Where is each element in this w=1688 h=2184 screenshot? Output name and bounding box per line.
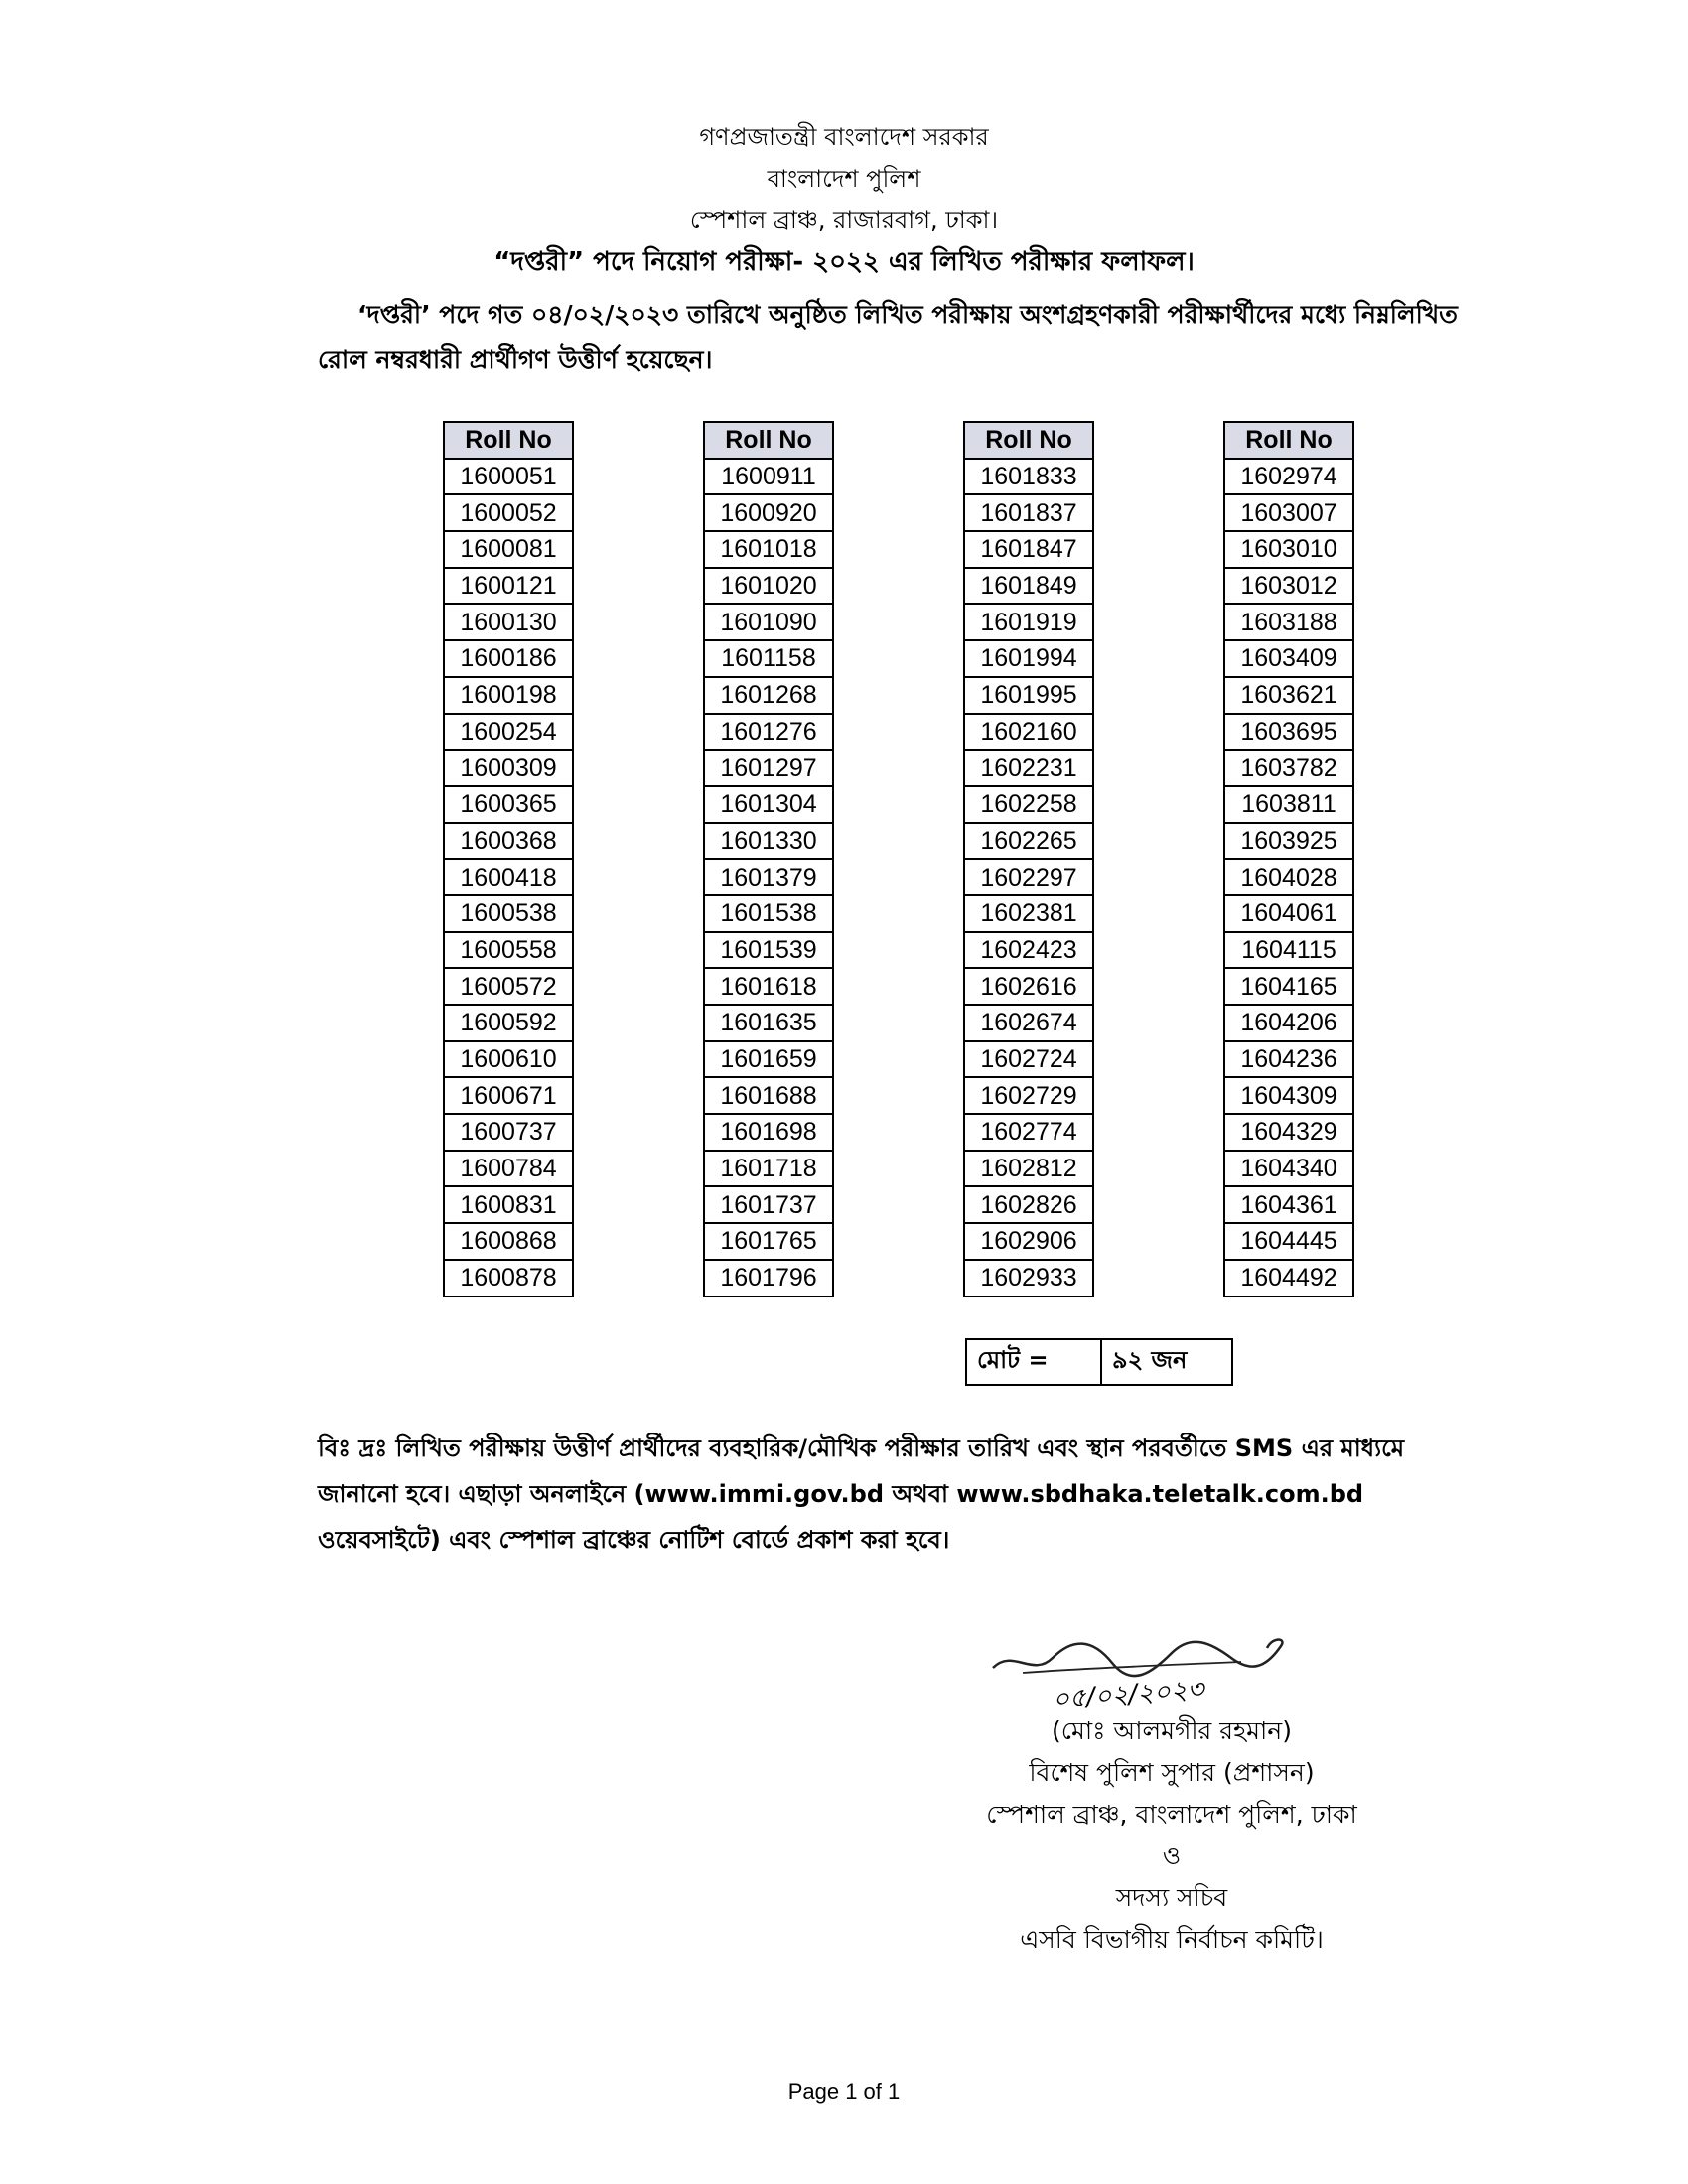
roll-header: Roll No [964, 422, 1093, 459]
table-row [444, 1260, 573, 1297]
note-paragraph: বিঃ দ্রঃ লিখিত পরীক্ষায় উত্তীর্ণ প্রার্থীদের ব্যবহারিক/মৌখিক পরীক্ষার তারিখ এবং স্থান পরবর্তীতে SMS এর মাধ্যমে জানানো হবে। এছাড়া অনলাইনে (www.immi.gov.bd অথবা www.sbdhaka.teletalk.com.bd ওয়েবসাইটে) এবং স্পেশাল ব্রাঞ্চের নোটিশ বোর্ডে প্রকাশ করা হবে। [318, 1434, 1405, 1554]
table-row [1224, 1077, 1353, 1114]
table-row [704, 1186, 833, 1223]
roll-number-cell: 1600365 [444, 786, 573, 823]
roll-number-cell: 1602906 [964, 1223, 1093, 1260]
roll-number-cell: 1602160 [964, 714, 1093, 751]
roll-number-cell: 1604165 [1224, 968, 1353, 1005]
table-row [964, 1114, 1093, 1151]
table-row [964, 459, 1093, 495]
roll-number-cell: 1601765 [704, 1223, 833, 1260]
table-row [444, 494, 573, 531]
roll-number-cell: 1602812 [964, 1151, 1093, 1187]
roll-number-cell: 1604492 [1224, 1260, 1353, 1297]
signer-office: স্পেশাল ব্রাঞ্চ, বাংলাদেশ পুলিশ, ঢাকা [986, 1800, 1357, 1829]
table-row [444, 640, 573, 677]
roll-number-cell: 1604028 [1224, 859, 1353, 895]
table-row [964, 640, 1093, 677]
total-value: ৯২ জন [1101, 1339, 1232, 1385]
table-row [704, 786, 833, 823]
roll-number-cell: 1603188 [1224, 604, 1353, 640]
table-row [704, 677, 833, 714]
table-row [444, 823, 573, 860]
roll-number-cell: 1604340 [1224, 1151, 1353, 1187]
table-row [964, 1077, 1093, 1114]
roll-number-cell: 1601994 [964, 640, 1093, 677]
table-row [1224, 494, 1353, 531]
table-row [1224, 677, 1353, 714]
roll-number-cell: 1601158 [704, 640, 833, 677]
table-row [1224, 823, 1353, 860]
roll-number-cell: 1600198 [444, 677, 573, 714]
roll-number-cell: 1602724 [964, 1041, 1093, 1078]
table-row [704, 531, 833, 568]
table-row [1224, 640, 1353, 677]
table-row [704, 1041, 833, 1078]
table-row [444, 677, 573, 714]
table-row [964, 968, 1093, 1005]
roll-number-cell: 1601688 [704, 1077, 833, 1114]
roll-number-cell: 1600572 [444, 968, 573, 1005]
roll-number-cell: 1601837 [964, 494, 1093, 531]
table-row [964, 714, 1093, 751]
table-row [964, 1151, 1093, 1187]
roll-number-cell: 1602933 [964, 1260, 1093, 1297]
roll-number-cell: 1603409 [1224, 640, 1353, 677]
table-row [704, 932, 833, 969]
roll-number-cell: 1600911 [704, 459, 833, 495]
table-row [964, 1260, 1093, 1297]
roll-number-cell: 1601538 [704, 895, 833, 932]
table-row [964, 1223, 1093, 1260]
table-row [704, 640, 833, 677]
roll-number-cell: 1600368 [444, 823, 573, 860]
roll-number-cell: 1601268 [704, 677, 833, 714]
table-row [1224, 750, 1353, 786]
roll-number-cell: 1600610 [444, 1041, 573, 1078]
table-row [444, 895, 573, 932]
roll-number-cell: 1603012 [1224, 568, 1353, 605]
table-row [444, 968, 573, 1005]
table-row [704, 895, 833, 932]
roll-number-cell: 1601539 [704, 932, 833, 969]
roll-number-cell: 1601020 [704, 568, 833, 605]
table-row [704, 823, 833, 860]
table-row [964, 895, 1093, 932]
roll-number-cell: 1604445 [1224, 1223, 1353, 1260]
roll-number-cell: 1601847 [964, 531, 1093, 568]
roll-number-cell: 1600868 [444, 1223, 573, 1260]
table-row [964, 568, 1093, 605]
roll-number-cell: 1601737 [704, 1186, 833, 1223]
roll-number-cell: 1602231 [964, 750, 1093, 786]
table-row [964, 786, 1093, 823]
table-row [1224, 459, 1353, 495]
roll-number-cell: 1601659 [704, 1041, 833, 1078]
table-row [1224, 1223, 1353, 1260]
table-row [964, 1186, 1093, 1223]
roll-number-cell: 1602297 [964, 859, 1093, 895]
roll-table-4 [1223, 421, 1354, 1297]
table-row [444, 1186, 573, 1223]
roll-number-cell: 1601297 [704, 750, 833, 786]
roll-number-cell: 1603782 [1224, 750, 1353, 786]
table-row [444, 568, 573, 605]
table-row [964, 1041, 1093, 1078]
total-label: মোট = [966, 1339, 1101, 1385]
roll-number-cell: 1600920 [704, 494, 833, 531]
roll-number-cell: 1602729 [964, 1077, 1093, 1114]
roll-number-cell: 1602974 [1224, 459, 1353, 495]
table-row [704, 604, 833, 640]
roll-number-cell: 1600254 [444, 714, 573, 751]
table-row [444, 714, 573, 751]
table-row [444, 459, 573, 495]
table-row [964, 494, 1093, 531]
table-row [704, 714, 833, 751]
roll-number-cell: 1602826 [964, 1186, 1093, 1223]
roll-number-cell: 1600121 [444, 568, 573, 605]
table-row [704, 968, 833, 1005]
table-row [1224, 531, 1353, 568]
roll-number-cell: 1604206 [1224, 1005, 1353, 1041]
roll-header: Roll No [704, 422, 833, 459]
table-row [444, 1041, 573, 1078]
office-line: স্পেশাল ব্রাঞ্চ, রাজারবাগ, ঢাকা। [689, 206, 999, 234]
roll-number-cell: 1603925 [1224, 823, 1353, 860]
roll-number-cell: 1604361 [1224, 1186, 1353, 1223]
signature-date: ০৫/০২/২০২৩ [1052, 1674, 1205, 1715]
table-row [1224, 932, 1353, 969]
table-row [444, 1077, 573, 1114]
roll-number-cell: 1604236 [1224, 1041, 1353, 1078]
page-number: Page 1 of 1 [787, 2079, 901, 2104]
roll-table-1 [443, 421, 574, 1297]
roll-number-cell: 1600737 [444, 1114, 573, 1151]
table-row [704, 459, 833, 495]
table-row [964, 1005, 1093, 1041]
table-row [964, 677, 1093, 714]
table-row [444, 604, 573, 640]
roll-number-cell: 1600592 [444, 1005, 573, 1041]
roll-number-cell: 1601698 [704, 1114, 833, 1151]
roll-number-cell: 1600671 [444, 1077, 573, 1114]
roll-number-cell: 1600051 [444, 459, 573, 495]
roll-number-cell: 1600558 [444, 932, 573, 969]
roll-number-cell: 1601849 [964, 568, 1093, 605]
roll-number-cell: 1600309 [444, 750, 573, 786]
roll-number-cell: 1602774 [964, 1114, 1093, 1151]
signer-role: সদস্য সচিব [1115, 1883, 1228, 1912]
roll-number-cell: 1600538 [444, 895, 573, 932]
table-row [444, 1114, 573, 1151]
table-row [444, 750, 573, 786]
roll-number-cell: 1604329 [1224, 1114, 1353, 1151]
signer-and: ও [1162, 1842, 1182, 1870]
roll-number-cell: 1603695 [1224, 714, 1353, 751]
roll-number-cell: 1601796 [704, 1260, 833, 1297]
page-title: “দপ্তরী” পদে নিয়োগ পরীক্ষা- ২০২২ এর লিখিত পরীক্ষার ফলাফল। [493, 247, 1195, 277]
table-row [964, 859, 1093, 895]
roll-number-cell: 1600081 [444, 531, 573, 568]
roll-number-cell: 1601304 [704, 786, 833, 823]
table-row [964, 932, 1093, 969]
table-row [444, 1005, 573, 1041]
intro-paragraph: ‘দপ্তরী’ পদে গত ০৪/০২/২০২৩ তারিখে অনুষ্ঠিত লিখিত পরীক্ষায় অংশগ্রহণকারী পরীক্ষার্থীদের মধ্যে নিম্নলিখিত রোল নম্বরধারী প্রার্থীগণ উত্তীর্ণ হয়েছেন। [318, 300, 1458, 374]
table-row [1224, 786, 1353, 823]
table-row [704, 1223, 833, 1260]
table-row [1224, 1151, 1353, 1187]
table-row [704, 859, 833, 895]
total-box [965, 1338, 1233, 1386]
table-row [1224, 859, 1353, 895]
table-row [444, 859, 573, 895]
roll-number-cell: 1601018 [704, 531, 833, 568]
table-row [964, 750, 1093, 786]
table-row [704, 1077, 833, 1114]
roll-number-cell: 1602381 [964, 895, 1093, 932]
roll-number-cell: 1601090 [704, 604, 833, 640]
roll-number-cell: 1602674 [964, 1005, 1093, 1041]
table-row [1224, 568, 1353, 605]
roll-number-cell: 1600831 [444, 1186, 573, 1223]
table-row [444, 531, 573, 568]
roll-number-cell: 1601833 [964, 459, 1093, 495]
table-row [1224, 604, 1353, 640]
roll-number-cell: 1601635 [704, 1005, 833, 1041]
roll-number-cell: 1603007 [1224, 494, 1353, 531]
roll-table-3 [963, 421, 1094, 1297]
roll-number-cell: 1601330 [704, 823, 833, 860]
police-line: বাংলাদেশ পুলিশ [767, 165, 921, 193]
roll-number-cell: 1600878 [444, 1260, 573, 1297]
table-row [1224, 1114, 1353, 1151]
table-row [964, 823, 1093, 860]
roll-number-cell: 1601995 [964, 677, 1093, 714]
roll-number-cell: 1601618 [704, 968, 833, 1005]
table-row [704, 750, 833, 786]
table-row [444, 1223, 573, 1260]
roll-number-cell: 1600052 [444, 494, 573, 531]
roll-header: Roll No [1224, 422, 1353, 459]
table-row [1224, 895, 1353, 932]
table-row [444, 786, 573, 823]
table-row [444, 932, 573, 969]
roll-number-cell: 1603621 [1224, 677, 1353, 714]
table-row [1224, 1041, 1353, 1078]
signer-designation: বিশেষ পুলিশ সুপার (প্রশাসন) [1029, 1758, 1315, 1787]
table-row [1224, 1260, 1353, 1297]
roll-number-cell: 1601718 [704, 1151, 833, 1187]
table-row [1224, 1186, 1353, 1223]
table-row [1224, 714, 1353, 751]
roll-number-cell: 1602265 [964, 823, 1093, 860]
roll-number-cell: 1600186 [444, 640, 573, 677]
roll-number-cell: 1601379 [704, 859, 833, 895]
table-row [704, 568, 833, 605]
table-row [704, 494, 833, 531]
roll-number-cell: 1602258 [964, 786, 1093, 823]
roll-header: Roll No [444, 422, 573, 459]
table-row [964, 604, 1093, 640]
roll-number-cell: 1600784 [444, 1151, 573, 1187]
table-row [704, 1260, 833, 1297]
table-row [704, 1151, 833, 1187]
table-row [964, 531, 1093, 568]
table-row [1224, 968, 1353, 1005]
roll-number-cell: 1601276 [704, 714, 833, 751]
roll-number-cell: 1604115 [1224, 932, 1353, 969]
roll-number-cell: 1600130 [444, 604, 573, 640]
signer-committee: এসবি বিভাগীয় নির্বাচন কমিটি। [1020, 1925, 1324, 1954]
roll-number-cell: 1604309 [1224, 1077, 1353, 1114]
roll-number-cell: 1604061 [1224, 895, 1353, 932]
roll-number-cell: 1603010 [1224, 531, 1353, 568]
roll-table-2 [703, 421, 834, 1297]
table-row [704, 1005, 833, 1041]
roll-number-cell: 1601919 [964, 604, 1093, 640]
govt-line: গণপ্রজাতন্ত্রী বাংলাদেশ সরকার [699, 123, 989, 151]
table-row [444, 1151, 573, 1187]
signer-name: (মোঃ আলমগীর রহমান) [1052, 1716, 1292, 1745]
table-row [1224, 1005, 1353, 1041]
roll-number-cell: 1602423 [964, 932, 1093, 969]
roll-number-cell: 1600418 [444, 859, 573, 895]
table-row [704, 1114, 833, 1151]
roll-number-cell: 1603811 [1224, 786, 1353, 823]
roll-number-cell: 1602616 [964, 968, 1093, 1005]
